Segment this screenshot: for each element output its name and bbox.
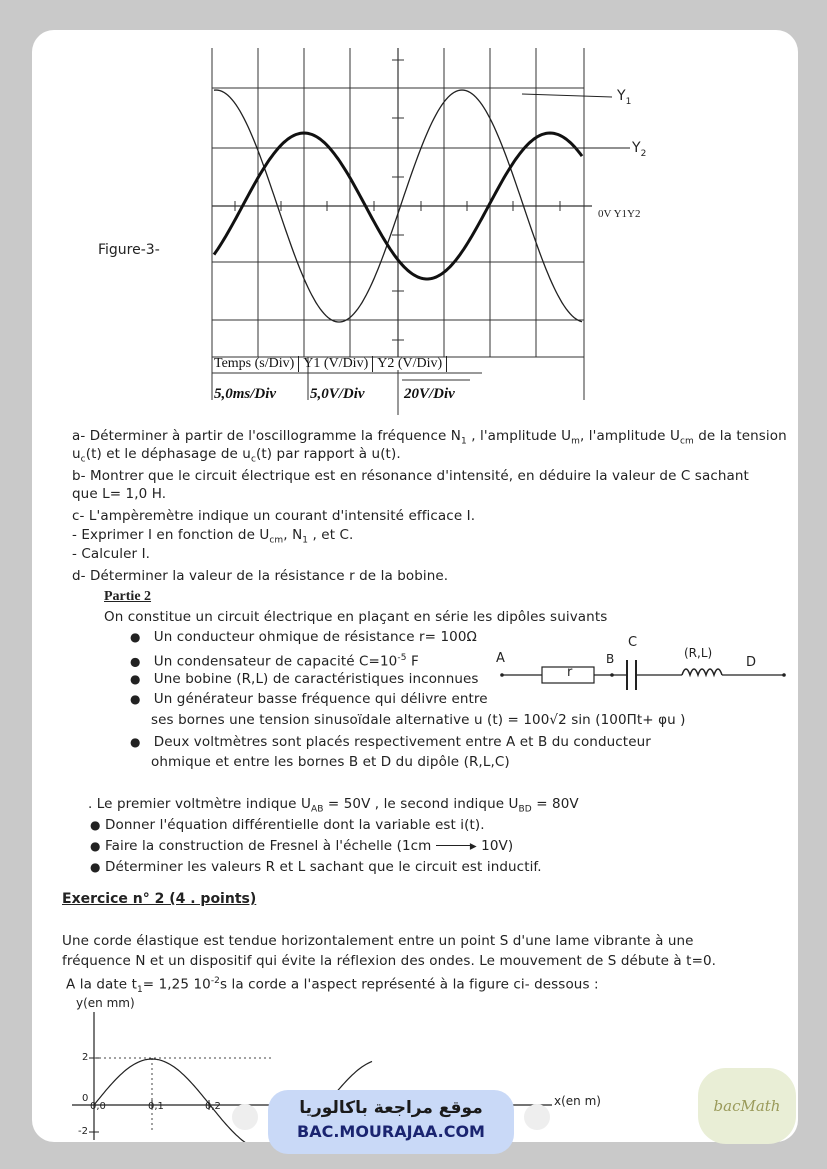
question-a-line1: a- Déterminer à partir de l'oscillogramme la fréquence $N_1$ , l'amplitude $U_m$, l'amplitude $U_{cm}$ de la tension	[72, 428, 787, 447]
watermark-right-icon	[524, 1104, 550, 1130]
watermark-left-icon	[232, 1104, 258, 1130]
question-c-express: - Exprimer I en fonction de $U_{cm}$, $N_1$ , et C.	[72, 527, 354, 546]
axis-label: 0V Y1Y2	[598, 208, 641, 220]
partie2-title: Partie 2	[104, 589, 152, 604]
header-time: Temps (s/Div)	[210, 356, 299, 372]
task-r-l: ● Déterminer les valeurs R et L sachant que le circuit est inductif.	[90, 859, 542, 875]
oscillo-table-headers	[210, 356, 447, 372]
y2-label: $Y_2$	[632, 140, 647, 159]
exercice2-p2: fréquence N et un dispositif qui évite la réflexion des ondes. Le mouvement de S débute à t=0.	[62, 953, 717, 969]
time-scale-value: 5,0ms/Div	[214, 386, 277, 402]
site-watermark-banner[interactable]	[268, 1090, 514, 1154]
circuit-label-rl: (R,L)	[684, 646, 713, 660]
circuit-node-a: A	[496, 651, 505, 666]
voltmeters-line2: ohmique et entre les bornes B et D du dipôle (R,L,C)	[151, 754, 510, 770]
question-a-line2: $u_c(t)$ et le déphasage de $u_c(t)$ par rapport à u(t).	[72, 446, 401, 465]
graph-x-label: x(en m)	[554, 1094, 601, 1108]
bullet-voltmeters: ● Deux voltmètres sont placés respectivement entre A et B du conducteur	[130, 734, 651, 750]
x-tick-0: 0,0	[90, 1101, 106, 1112]
bullet-generator: ● Un générateur basse fréquence qui délivre entre	[130, 691, 488, 707]
question-b-line2: que L= 1,0 H.	[72, 486, 167, 502]
y1-label: $Y_1$	[617, 88, 632, 107]
task-fresnel: ● Faire la construction de Fresnel à l'échelle (1cm ▸ 10V)	[90, 838, 514, 854]
circuit-node-d: D	[746, 655, 757, 670]
header-y2: Y2 (V/Div)	[373, 356, 447, 372]
task-diff-eq: ● Donner l'équation différentielle dont la variable est i(t).	[90, 817, 485, 833]
document-sheet	[32, 30, 798, 1142]
bullet-coil: ● Une bobine (R,L) de caractéristiques inconnues	[130, 671, 479, 687]
y-tick-minus2: -2	[78, 1126, 88, 1137]
bullet-resistor: ● Un conducteur ohmique de résistance r= 100Ω	[130, 629, 477, 645]
generator-voltage: ses bornes une tension sinusoïdale alternative u (t) = 100√2 sin (100Πt+ φu )	[151, 712, 686, 728]
x-tick-0-2: 0,2	[205, 1101, 221, 1112]
exercice2-p3: A la date $t_1= 1,25$ $10^{-2}s$ la corde a l'aspect représenté à la figure ci- dessous :	[66, 976, 599, 996]
partie2-intro: On constitue un circuit électrique en plaçant en série les dipôles suivants	[104, 609, 608, 625]
bacmath-logo: bacMath	[698, 1068, 796, 1144]
y-tick-0: 0	[82, 1093, 89, 1104]
circuit-node-b: B	[606, 652, 615, 666]
circuit-label-r: r	[567, 665, 573, 680]
exercice2-p1: Une corde élastique est tendue horizontalement entre un point S d'une lame vibrante à une	[62, 933, 694, 949]
question-d-line: d- Déterminer la valeur de la résistance r de la bobine.	[72, 568, 449, 584]
graph-y-label: y(en mm)	[76, 996, 135, 1010]
x-tick-0-1: 0,1	[148, 1101, 164, 1112]
y2-scale-value: 20V/Div	[404, 386, 455, 402]
y-tick-2: 2	[82, 1052, 89, 1063]
figure-3-label: Figure-3-	[98, 242, 160, 258]
question-c-line: c- L'ampèremètre indique un courant d'intensité efficace I.	[72, 508, 476, 524]
exercice2-title: Exercice n° 2 (4 . points)	[62, 891, 257, 907]
bullet-capacitor: ● Un condensateur de capacité $C=10^{-5}$ F	[130, 653, 419, 670]
question-c-calc: - Calculer I.	[72, 546, 151, 562]
watermark-arabic-text: موقع مراجعة باكالوريا	[299, 1098, 483, 1118]
coil-symbol	[682, 669, 722, 675]
circuit-label-c: C	[628, 635, 638, 650]
watermark-url[interactable]: BAC.MOURAJAA.COM	[297, 1122, 485, 1141]
question-b-line1: b- Montrer que le circuit électrique est en résonance d'intensité, en déduire la valeur de C sachant	[72, 468, 749, 484]
y1-scale-value: 5,0V/Div	[310, 386, 365, 402]
header-y1: Y1 (V/Div)	[299, 356, 373, 372]
task-voltmeters: . Le premier voltmètre indique $U_{AB} = 50V$ , le second indique $U_{BD} = 80V$	[88, 796, 579, 815]
